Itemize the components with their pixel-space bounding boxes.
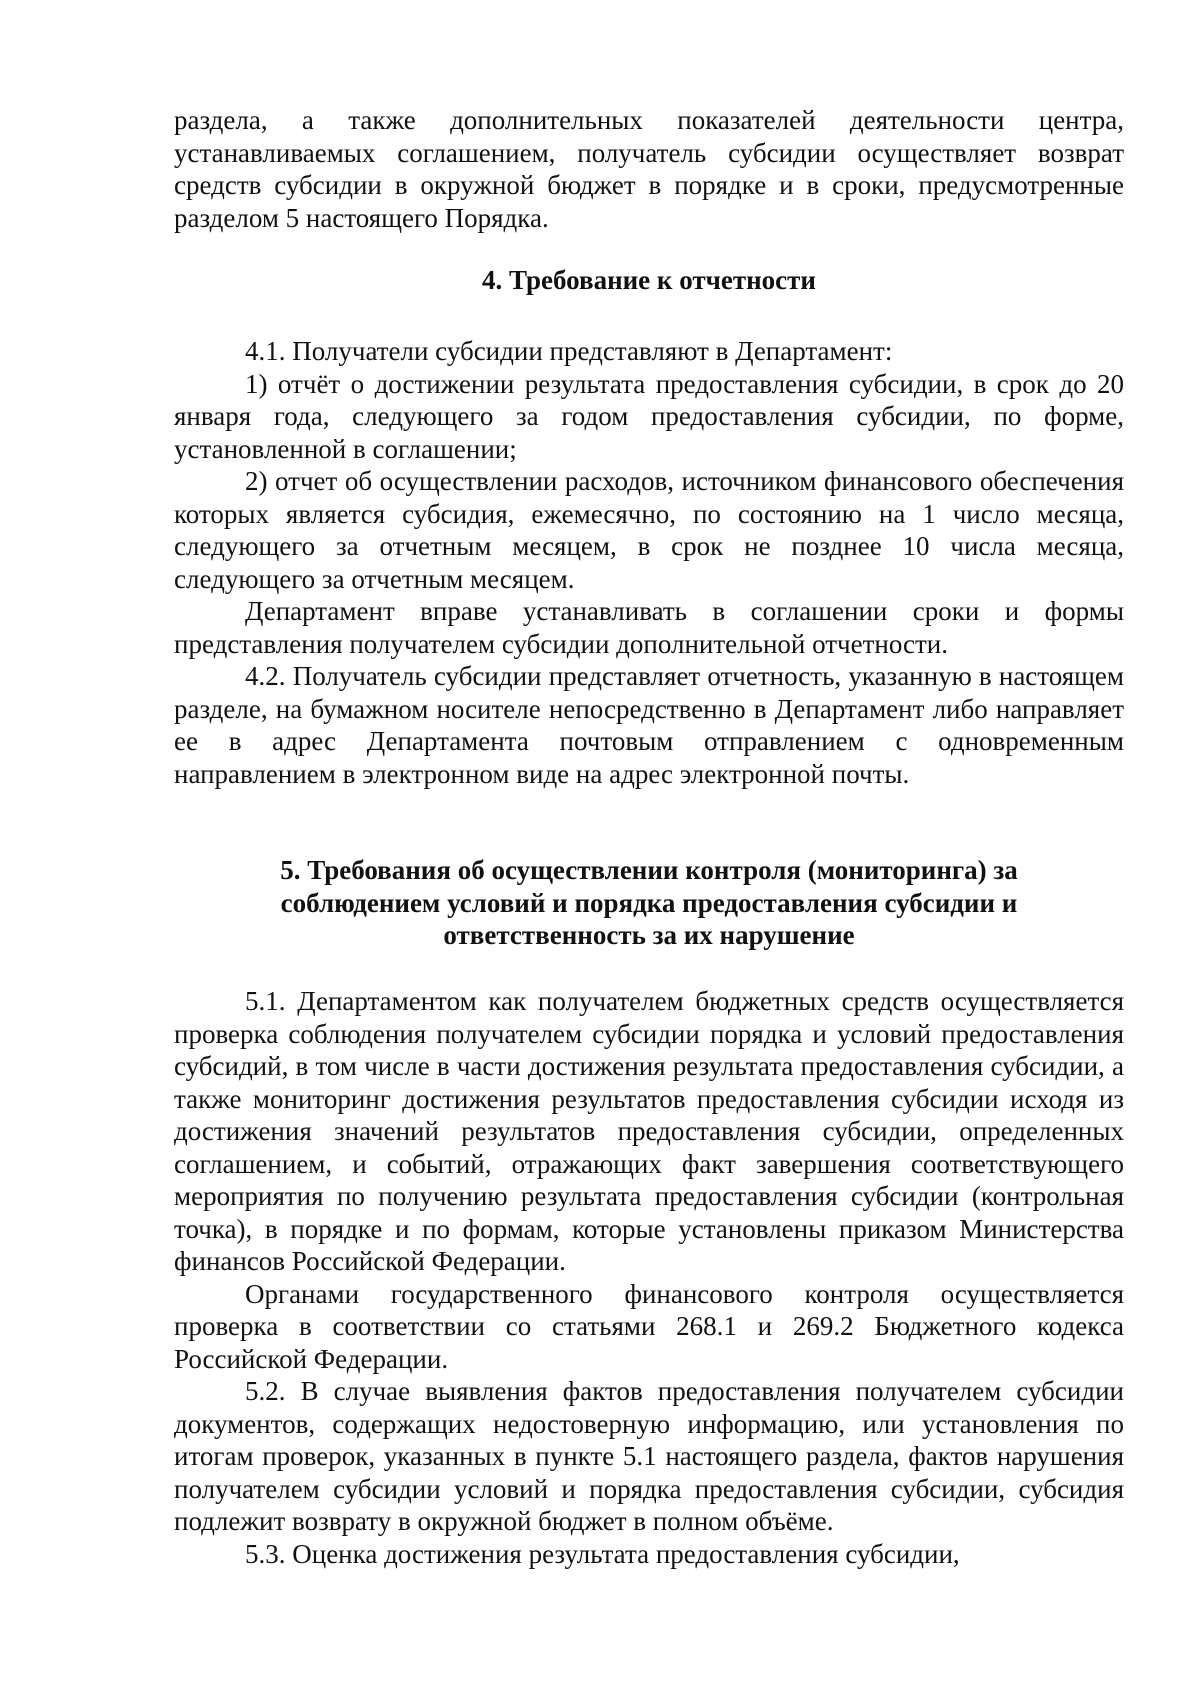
paragraph-5-2: 5.2. В случае выявления фактов предоставления получателем субсидии документов, содержащих недостоверную информацию, или установления по итогам проверок, указанных в пункте 5.1 настоящего раздела, фактов нарушения получателем субсидии условий и порядка предоставления субсидии, субсидия подлежит возврату в окружной бюджет в полном объёме. [174,1376,1124,1536]
section-4-heading: 4. Требование к отчетности [482,265,816,295]
paragraph-4-1-item-2: 2) отчет об осуществлении расходов, источником финансового обеспечения которых является субсидия, ежемесячно, по состоянию на 1 число месяца, следующего за отчетным месяцем, в срок не позднее 10 числа месяца, следующего за отчетным месяцем. [174,466,1124,594]
section-5-heading-line-3: ответственность за их нарушение [443,920,855,950]
intro-paragraph: раздела, а также дополнительных показателей деятельности центра, устанавливаемых соглашением, получатель субсидии осуществляет возврат средств субсидии в окружной бюджет в порядке и в сроки, предусмотренные разделом 5 настоящего Порядка. [174,105,1124,233]
paragraph-financial-control: Органами государственного финансового контроля осуществляется проверка в соответствии со статьями 268.1 и 269.2 Бюджетного кодекса Российской Федерации. [174,1278,1124,1374]
paragraph-4-2: 4.2. Получатель субсидии представляет отчетность, указанную в настоящем разделе, на бумажном носителе непосредственно в Департамент либо направляет ее в адрес Департамента почтовым отправлением с одновременным направлением в электронном виде на адрес электронной почты. [174,661,1124,789]
section-5-heading-line-2: соблюдением условий и порядка предоставления субсидии и [280,887,1018,918]
paragraph-4-1-item-1: 1) отчёт о достижении результата предоставления субсидии, в срок до 20 января года, следующего за годом предоставления субсидии, по форме, установленной в соглашении; [174,368,1124,464]
paragraph-5-1: 5.1. Департаментом как получателем бюджетных средств осуществляется проверка соблюдения получателем субсидии порядка и условий предоставления субсидий, в том числе в части достижения результата предоставления субсидии, а также мониторинг достижения результатов предоставления субсидии исходя из достижения значений результатов предоставления субсидии, определенных соглашением, и событий, отражающих факт завершения соответствующего мероприятия по получению результата предоставления субсидии (контрольная точка), в порядке и по формам, которые установлены приказом Министерства финансов Российской Федерации. [174,986,1124,1276]
section-5-heading-line-1: 5. Требования об осуществлении контроля (мониторинга) за [280,855,1018,885]
section-4-heading-block [174,264,1124,297]
intro-block [174,104,1124,234]
section-5-heading-block [174,854,1124,952]
paragraph-4-1: 4.1. Получатели субсидии представляют в Департамент: [245,336,893,366]
section-5-body [174,985,1124,1570]
section-5-heading [174,854,1124,952]
paragraph-department-rights: Департамент вправе устанавливать в соглашении сроки и формы представления получателем субсидии дополнительной отчетности. [174,596,1124,659]
paragraph-5-3: 5.3. Оценка достижения результата предоставления субсидии, [245,1538,960,1569]
section-4-body [174,335,1124,790]
